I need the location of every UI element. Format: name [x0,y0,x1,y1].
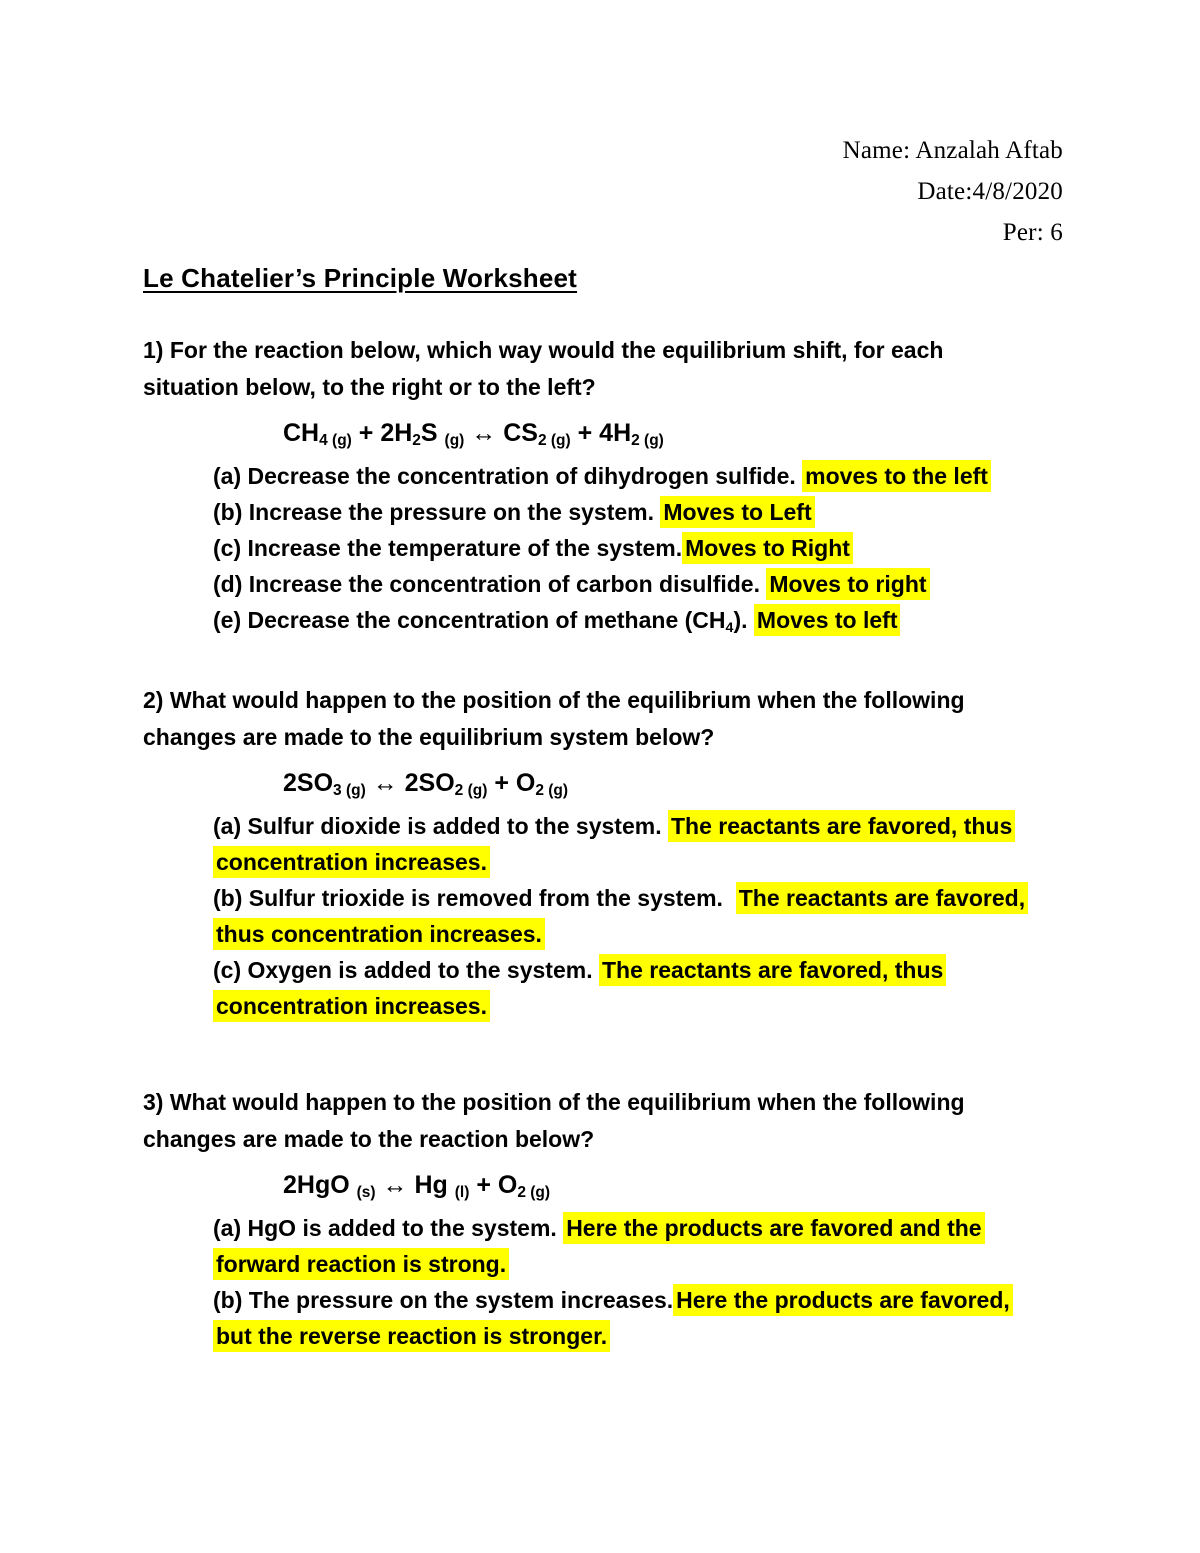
text-segment: 2HgO [283,1171,357,1199]
highlighted-answer: forward reaction is strong. [213,1248,509,1280]
question-3-item-b [213,1282,1071,1354]
text-segment: 2SO [283,769,334,797]
text-segment: (a) Sulfur dioxide is added to the system. [213,813,668,839]
question-1-item-a [213,458,1071,494]
text-segment: (d) Increase the concentration of carbon disulfide. [213,571,767,597]
highlighted-answer: Moves to Left [660,496,814,528]
subscript: 4 (g) [319,432,352,450]
question-2-item-b [213,880,1071,952]
subscript: 2 [412,432,421,450]
question-1-item-c [213,530,1071,566]
highlighted-answer: Here the products are favored and the [563,1212,984,1244]
question-2-item-a [213,808,1071,880]
subscript: (l) [454,1184,470,1202]
period: Per: 6 [1002,219,1063,246]
text-segment: + 4H [570,419,632,447]
text-segment: S [420,419,445,447]
question-2-chemical-equation [283,765,1200,802]
subscript: (s) [356,1184,376,1202]
text-segment: ). [733,607,754,633]
question-1-chemical-equation [283,415,1200,452]
question-2-item-c [213,952,1071,1024]
subscript: 3 (g) [333,782,366,800]
question-2-items [213,808,1071,1024]
date: Date:4/8/2020 [917,178,1063,205]
student-name: Name: Anzalah Aftab [842,137,1063,164]
text-segment: (c) Oxygen is added to the system. [213,957,599,983]
text-segment: ↔ Hg [375,1171,455,1199]
highlighted-answer: Here the products are favored, [673,1284,1013,1316]
question-1-item-b [213,494,1071,530]
text-segment: (e) Decrease the concentration of methane (CH [213,607,726,633]
text-segment: (a) Decrease the concentration of dihydrogen sulfide. [213,463,803,489]
subscript: 2 (g) [631,432,664,450]
question-3-prompt: 3) What would happen to the position of the equilibrium when the following changes are made to the reaction below? [143,1089,965,1152]
subscript: (g) [444,432,465,450]
text-segment: (c) Increase the temperature of the system. [213,535,683,561]
subscript: 2 (g) [454,782,488,800]
text-segment: (b) The pressure on the system increases. [213,1287,674,1313]
subscript: 4 [725,619,734,636]
question-1-items [213,458,1071,638]
subscript: 2 (g) [537,432,571,450]
highlighted-answer: Moves to left [754,604,901,636]
text-segment: + O [487,769,536,797]
question-3-chemical-equation [283,1167,1200,1204]
question-3-item-a [213,1210,1071,1282]
question-3-items [213,1210,1071,1354]
text-segment: (b) Sulfur trioxide is removed from the system. [213,885,736,911]
text-segment: + O [469,1171,518,1199]
text-segment: ↔ CS [464,419,538,447]
text-segment: (a) HgO is added to the system. [213,1215,564,1241]
question-2 [143,682,1200,1024]
highlighted-answer: moves to the left [802,460,991,492]
highlighted-answer: but the reverse reaction is stronger. [213,1320,610,1352]
highlighted-answer: concentration increases. [213,846,490,878]
question-1-prompt: 1) For the reaction below, which way would the equilibrium shift, for each situation below, to the right or to the left? [143,337,944,400]
question-1 [143,332,1200,638]
highlighted-answer: The reactants are favored, thus [599,954,946,986]
highlighted-answer: Moves to right [766,568,929,600]
text-segment: ↔ 2SO [365,769,455,797]
question-1-item-e [213,602,1071,638]
highlighted-answer: The reactants are favored, [736,882,1028,914]
highlighted-answer: concentration increases. [213,990,490,1022]
highlighted-answer: The reactants are favored, thus [668,810,1015,842]
text-segment: CH [283,419,320,447]
text-segment: + 2H [351,419,413,447]
header-block [0,0,1063,253]
text-segment: (b) Increase the pressure on the system. [213,499,661,525]
question-1-item-d [213,566,1071,602]
subscript: 2 (g) [517,1184,551,1202]
highlighted-answer: thus concentration increases. [213,918,545,950]
subscript: 2 (g) [535,782,569,800]
worksheet-title: Le Chatelier’s Principle Worksheet [143,263,578,293]
question-2-prompt: 2) What would happen to the position of the equilibrium when the following changes are made to the equilibrium system below? [143,687,965,750]
highlighted-answer: Moves to Right [682,532,853,564]
question-3 [143,1084,1200,1354]
